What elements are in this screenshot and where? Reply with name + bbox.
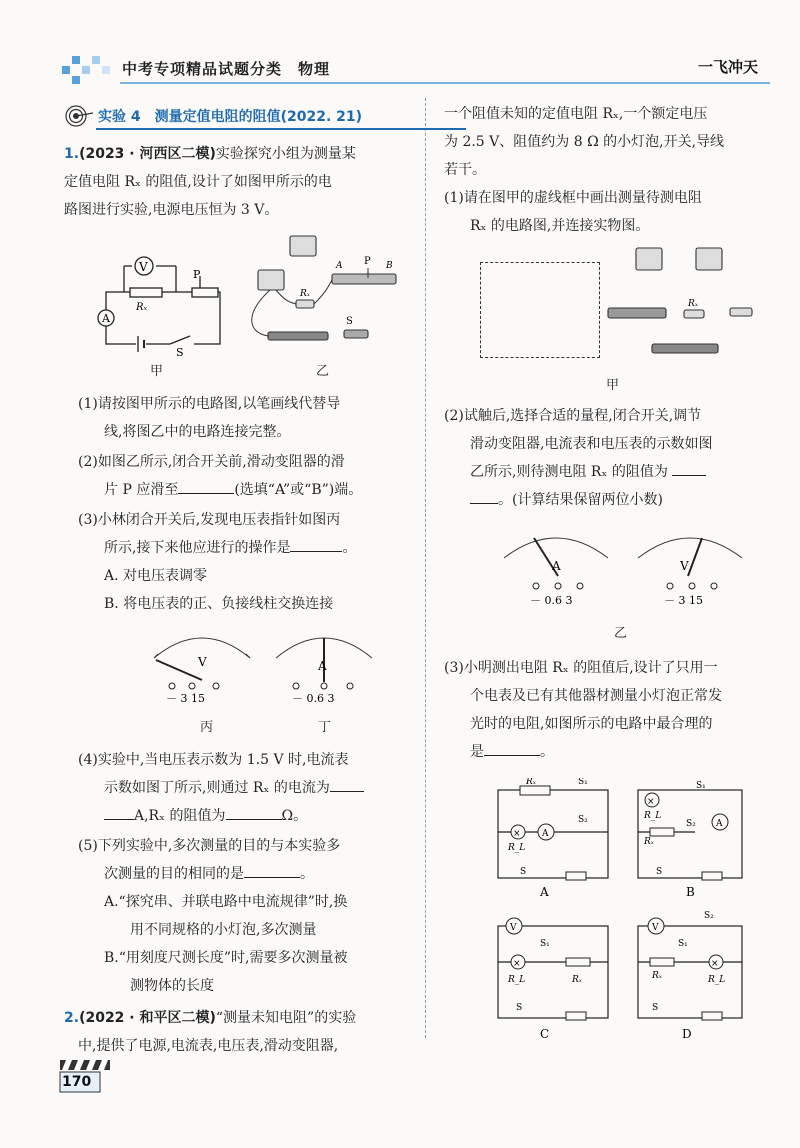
answer-blank[interactable] [330,775,364,792]
q2-p2-line2: 滑动变阻器,电流表和电压表的示数如图 [470,436,713,452]
svg-text:－ 0.6 3: － 0.6 3 [530,594,573,607]
svg-text:A: A [552,559,561,573]
q2-line1: 2.(2022 · 和平区二模)“测量未知电阻”的实验 [64,1010,357,1026]
svg-text:S: S [656,867,663,877]
svg-text:V: V [652,923,659,933]
voltmeter-yi [630,524,754,614]
svg-text:×: × [513,829,521,839]
svg-text:A: A [102,312,110,325]
apparatus-figure-jia [604,244,774,364]
svg-text:×: × [711,959,719,969]
apparatus-figure-yi [236,232,412,362]
svg-text:D: D [682,1027,692,1041]
q1-p2-line2: 片 P 应滑至 (选填“A”或“B”)端。 [104,476,362,504]
svg-text:R_L: R_L [644,811,662,821]
answer-blank[interactable] [672,459,706,476]
q1-p1-line2: 线,将图乙中的电路连接完整。 [104,424,291,440]
svg-text:S₂: S₂ [686,819,696,829]
q2-p1-line1: (1)请在图甲的虚线框中画出测量待测电阻 [444,190,702,206]
q1-p2-line1: (2)如图乙所示,闭合开关前,滑动变阻器的滑 [78,454,345,470]
answer-blank[interactable] [178,477,234,494]
q1-number: 1. [64,146,80,162]
q1-p5-line2: 次测量的目的相同的是 。 [104,860,314,888]
q1-p1-line1: (1)请按图甲所示的电路图,以笔画线代替导 [78,396,341,412]
q2-p2-line3: 乙所示,则待测电阻 Rₓ 的阻值为 [470,458,706,486]
q2-source: (2022 · 和平区二模) [79,1010,216,1026]
section-underline [96,128,466,130]
svg-text:S₁: S₁ [696,781,706,791]
circuit-options [490,778,760,1048]
header-pattern-icon [60,52,120,88]
q2-p3-line2: 个电表及已有其他器材测量小灯泡正常发 [470,688,722,704]
svg-text:S₂: S₂ [578,815,588,825]
svg-text:V: V [198,655,207,669]
answer-blank[interactable] [290,535,342,552]
q1-p3-line1: (3)小林闭合开关后,发现电压表指针如图丙 [78,512,341,528]
q1-p3-line2: 所示,接下来他应进行的操作是 。 [104,534,356,562]
ammeter-ding [270,624,380,706]
svg-text:A: A [716,819,723,829]
q1-p5-option-b2: 测物体的长度 [130,978,214,994]
svg-text:×: × [513,959,521,969]
svg-text:S₁: S₁ [578,778,588,787]
q1-p5-option-b1: B.“用刻度尺测长度”时,需要多次测量被 [104,950,348,966]
svg-text:Rₓ: Rₓ [136,302,148,313]
answer-blank[interactable] [244,861,300,878]
svg-text:V: V [139,260,148,274]
svg-text:P: P [193,268,201,281]
svg-text:A: A [336,261,343,271]
svg-text:A: A [540,885,549,899]
q1-p4-line2: 示数如图丁所示,则通过 Rₓ 的电流为 [104,774,364,802]
svg-text:S: S [516,1003,523,1013]
q2-r-line2: 为 2.5 V、阻值约为 8 Ω 的小灯泡,开关,导线 [444,134,725,150]
svg-text:S₂: S₂ [704,911,714,921]
svg-text:B: B [386,261,393,271]
svg-text:S: S [346,316,353,327]
svg-text:S₁: S₁ [678,939,688,949]
q1-line3: 路图进行实验,电源电压恒为 3 V。 [64,202,279,218]
fig-yi-caption: 乙 [316,364,330,379]
q2-number: 2. [64,1010,80,1026]
target-icon [64,104,94,128]
svg-text:Rₓ: Rₓ [572,975,582,985]
column-divider [425,98,426,1038]
q1-p3-option-a: A. 对电压表调零 [104,568,208,584]
q1-p5-option-a2: 用不同规格的小灯泡,多次测量 [130,922,317,938]
svg-text:V: V [680,559,689,573]
svg-text:P: P [364,256,371,267]
answer-blank[interactable] [470,487,498,504]
svg-text:V: V [510,923,517,933]
q2-p1-line2: Rₓ 的电路图,并连接实物图。 [470,218,650,234]
svg-text:Rₓ: Rₓ [644,837,654,847]
q1-text: 实验探究小组为测量某 [215,146,356,162]
svg-text:C: C [540,1027,550,1041]
circuit-diagram-jia [96,248,236,358]
answer-blank[interactable] [226,803,282,820]
svg-text:R_L: R_L [708,975,726,985]
answer-blank[interactable] [104,803,134,820]
fig-jia-caption: 甲 [150,364,164,379]
q2-p3-line4: 是 。 [470,738,554,766]
q1-p3-option-b: B. 将电压表的正、负接线柱交换连接 [104,596,334,612]
section-title: 实验 4 测量定值电阻的阻值(2022. 21) [98,109,363,125]
q2-p3-line3: 光时的电阻,如图所示的电路中最合理的 [470,716,713,732]
header-rule [120,82,770,84]
q2-p2-line4: 。(计算结果保留两位小数) [470,486,663,514]
svg-text:Rₓ: Rₓ [652,971,662,981]
page-header [60,52,780,96]
svg-text:－ 3 15: － 3 15 [664,594,703,607]
fig-ding-caption: 丁 [318,720,332,735]
svg-text:S: S [520,867,527,877]
q2-r-line3: 若干。 [444,162,486,178]
svg-text:Rₓ: Rₓ [526,778,536,787]
voltmeter-bing [146,624,266,706]
svg-text:×: × [647,797,655,807]
svg-text:S: S [652,1003,659,1013]
svg-text:A: A [542,829,549,839]
svg-text:S: S [176,346,184,358]
ammeter-yi [496,524,620,614]
svg-text:A: A [318,659,327,673]
q2-fig-yi-caption: 乙 [614,626,628,641]
header-title: 中考专项精品试题分类 物理 [122,60,331,78]
q2-fig-jia-caption: 甲 [606,378,620,393]
q2-p3-line1: (3)小明测出电阻 Rₓ 的阻值后,设计了只用一 [444,660,718,676]
q2-r-line1: 一个阻值未知的定值电阻 Rₓ,一个额定电压 [444,106,708,122]
svg-text:S₁: S₁ [540,939,550,949]
fig-bing-caption: 丙 [200,720,214,735]
q1-p5-option-a1: A.“探究串、并联电路中电流规律”时,换 [104,894,348,910]
q1-p4-line3: A,Rₓ 的阻值为 Ω。 [104,802,307,830]
section-tag [64,104,366,128]
drawing-dashed-box[interactable] [480,262,600,358]
header-logo: 一飞冲天 [697,58,758,76]
svg-text:R_L: R_L [508,843,526,853]
svg-text:Rₓ: Rₓ [300,289,310,299]
q1-line2: 定值电阻 Rₓ 的阻值,设计了如图甲所示的电 [64,174,332,190]
q2-line2: 中,提供了电源,电流表,电压表,滑动变阻器, [78,1038,339,1054]
svg-text:－ 0.6 3: － 0.6 3 [292,692,335,705]
svg-text:－ 3 15: － 3 15 [166,692,205,705]
q1-source: (2023 · 河西区二模) [79,146,216,162]
svg-text:Rₓ: Rₓ [688,299,698,309]
q1-p5-line1: (5)下列实验中,多次测量的目的与本实验多 [78,838,341,854]
page-number: 170 [56,1058,116,1094]
q2-p2-line1: (2)试触后,选择合适的量程,闭合开关,调节 [444,408,702,424]
q1-p4-line1: (4)实验中,当电压表示数为 1.5 V 时,电流表 [78,752,349,768]
q1-line1 [64,140,356,168]
answer-blank[interactable] [484,739,540,756]
svg-text:R_L: R_L [508,975,526,985]
svg-text:B: B [686,885,695,899]
